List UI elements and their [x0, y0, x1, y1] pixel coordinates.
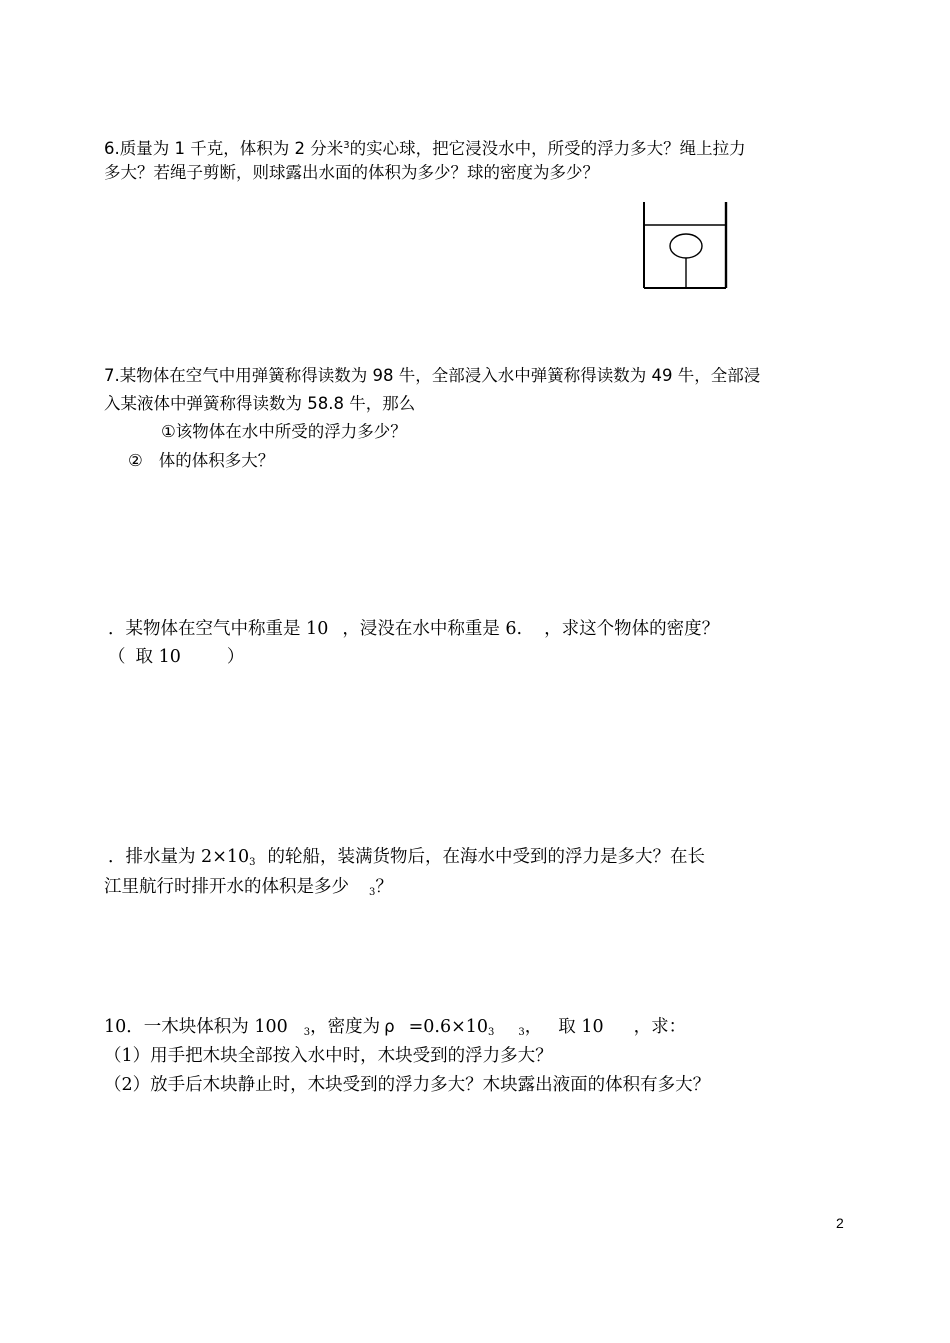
q8-text-b: ，浸没在水中称重是 6. — [342, 619, 523, 639]
q10-line-3: （2）放手后木块静止时，木块受到的浮力多大？木块露出液面的体积有多大？ — [104, 1075, 711, 1095]
q10-exponent-3: 3 — [518, 1027, 525, 1038]
beaker-ball-diagram — [640, 200, 732, 292]
q10-exponent-2: 3 — [488, 1027, 495, 1038]
q8-text-g: 取 10 — [135, 647, 181, 667]
q9-text-c: 江里航行时排开水的体积是多少 — [104, 877, 349, 897]
q9-text-d: ？ — [375, 877, 393, 897]
q9-line-1 — [108, 844, 705, 876]
q6-exponent: 3 — [343, 140, 350, 151]
q8-text-open: （ — [108, 647, 126, 667]
q10-text-b: ，密度为 — [310, 1017, 381, 1037]
q8-line-2 — [108, 644, 244, 670]
q8-text-a: ．某物体在空气中称重是 10 — [108, 619, 329, 639]
q10-line-2: （1）用手把木块全部按入水中时，木块受到的浮力多大？ — [104, 1046, 553, 1066]
q7-sub-2-text: 体的体积多大？ — [158, 451, 275, 470]
q9-exponent-2: 3 — [369, 887, 376, 898]
q9-text-a: ．排水量为 2×10 — [108, 847, 250, 867]
q7-line-2: 入某液体中弹簧称得读数为 58.8 牛，那么 — [104, 394, 416, 413]
q10-text-find: ，求： — [633, 1017, 687, 1037]
q6-text-a: 6.质量为 1 千克，体积为 2 分米 — [104, 139, 344, 158]
q9-exponent-1: 3 — [249, 857, 256, 868]
q10-rho: ρ — [384, 1017, 395, 1036]
q10-text-a: 10．一木块体积为 100 — [104, 1017, 288, 1037]
q8-text-close: ） — [226, 647, 245, 667]
q10-exponent-1: 3 — [303, 1027, 311, 1038]
q6-line-2: 多大？若绳子剪断，则球露出水面的体积为多少？球的密度为多少？ — [104, 163, 599, 182]
q8-text-c: ，求这个物体的密度？ — [544, 619, 720, 639]
q10-comma: ， — [524, 1017, 543, 1037]
q10-text-c: =0.6×10 — [408, 1017, 489, 1037]
ball — [670, 234, 702, 258]
q10-text-g: 取 10 — [558, 1017, 604, 1037]
q7-sub-2 — [128, 448, 274, 474]
q9-text-b: 的轮船，装满货物后，在海水中受到的浮力是多大？在长 — [267, 847, 706, 867]
q6-text-b: 的实心球，把它浸没水中，所受的浮力多大？绳上拉力 — [349, 139, 746, 158]
q9-line-2 — [104, 874, 393, 906]
q7-sub-2-mark: ② — [128, 451, 143, 470]
q10-line-1 — [104, 1014, 686, 1046]
q7-line-1: 7.某物体在空气中用弹簧称得读数为 98 牛，全部浸入水中弹簧称得读数为 49 牛，全部浸 — [104, 366, 761, 385]
q8-line-1 — [108, 616, 719, 642]
q6-line-1 — [104, 133, 746, 162]
q7-sub-1: ①该物体在水中所受的浮力多少？ — [161, 422, 407, 441]
page-number: 2 — [836, 1215, 844, 1231]
